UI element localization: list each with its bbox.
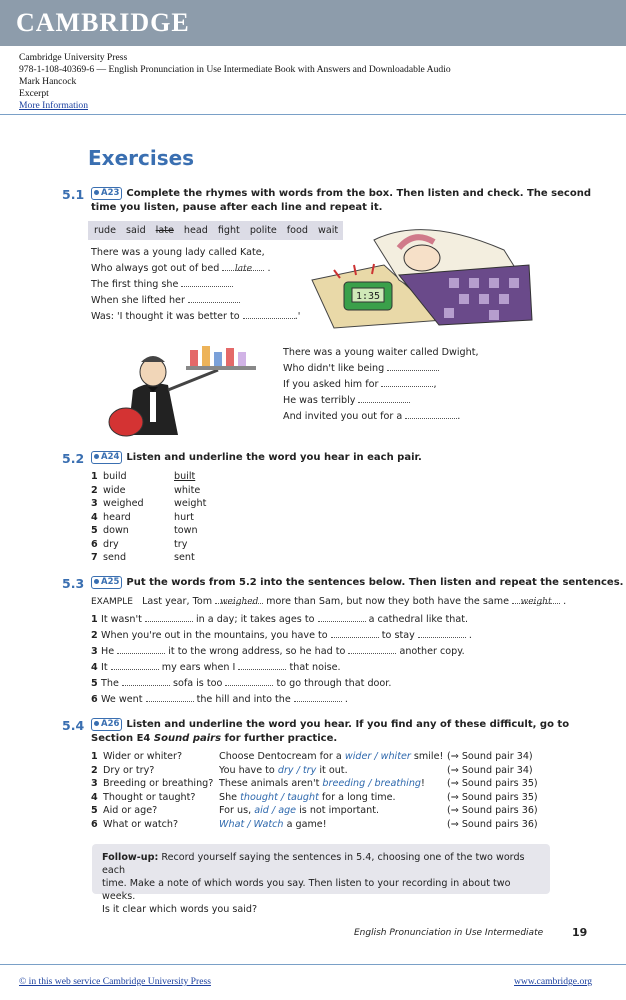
word-option[interactable]: build	[103, 471, 127, 482]
section-number: 5.4	[62, 718, 85, 733]
audio-track-badge[interactable]: A24	[91, 451, 122, 464]
sentence-line: 1 It wasn't in a day; it takes ages to a cathedral like that.	[91, 614, 469, 625]
word-pairs-list	[91, 470, 291, 570]
website-link[interactable]: www.cambridge.org	[514, 976, 593, 987]
list-item: 3 weighed weight	[91, 498, 207, 509]
footer-divider	[0, 964, 626, 965]
example-line: EXAMPLE Last year, Tom weighed more than Sam, but now they both have the same weight .	[91, 596, 567, 607]
table-row: 3 Breeding or breathing? These animals aren't breeding / breathing! (⇒ Sound pairs 35)	[91, 778, 538, 789]
word-choice[interactable]: dry / try	[277, 764, 317, 776]
header-divider	[0, 114, 626, 115]
word-box: rude said late head fight polite food wait	[88, 221, 343, 240]
word-choice[interactable]: thought / taught	[240, 791, 319, 803]
publisher: Cambridge University Press	[19, 52, 128, 63]
instructions: A26 Listen and underline the word you hear. If you find any of these difficult, go to Section E4 Sound pairs for further practice.	[91, 719, 570, 744]
sentence-line: 5 The sofa is too to go through that door.	[91, 678, 392, 689]
word-option[interactable]: try	[174, 538, 188, 550]
word-option[interactable]: weighed	[103, 498, 144, 509]
answer-blank[interactable]	[225, 677, 273, 686]
sound-pair-reference[interactable]: (⇒ Sound pair 34)	[447, 751, 533, 762]
list-item: 4 heard hurt	[91, 511, 194, 523]
word-option[interactable]: weight	[174, 498, 207, 509]
rhyme-line: Who always got out of bed late .	[91, 263, 271, 274]
list-item: 6 dry try	[91, 538, 188, 550]
list-item: 2 wide white	[91, 484, 201, 496]
rhyme-line: He was terribly	[283, 394, 410, 407]
answer-blank[interactable]	[318, 613, 366, 622]
word-option[interactable]: down	[103, 525, 129, 536]
sound-pair-reference[interactable]: (⇒ Sound pairs 35)	[447, 778, 538, 789]
list-item: 7 send sent	[91, 552, 195, 563]
sound-pair-reference[interactable]: (⇒ Sound pairs 35)	[447, 791, 538, 803]
word-option[interactable]: heard	[103, 511, 131, 523]
section-number: 5.3	[62, 576, 85, 591]
instructions: A25 Put the words from 5.2 into the sentences below. Then listen and repeat the sentences.	[91, 576, 623, 590]
page-title: Exercises	[88, 146, 195, 170]
sentence-line: 3 He it to the wrong address, so he had to another copy.	[91, 646, 465, 657]
answer-blank[interactable]	[418, 629, 466, 638]
sentence-table	[91, 750, 561, 834]
rhyme-line: Was: 'I thought it was better to .'	[91, 311, 301, 322]
more-information-link[interactable]: More Information	[19, 100, 89, 111]
answer-blank[interactable]	[122, 677, 170, 686]
sentence-line: 4 It my ears when I that noise.	[91, 662, 341, 673]
list-item: 5 down town	[91, 525, 198, 536]
book-title-footer: English Pronunciation in Use Intermediate	[354, 928, 544, 938]
sound-pair-reference[interactable]: (⇒ Sound pairs 36)	[447, 805, 538, 816]
audio-track-badge[interactable]: A25	[91, 576, 122, 589]
rhyme-line: There was a young waiter called Dwight,	[283, 347, 479, 358]
waiter-illustration	[108, 340, 258, 440]
table-row: 6 What or watch? What / Watch a game! (⇒ Sound pairs 36)	[91, 818, 538, 830]
word-option[interactable]: town	[174, 525, 198, 536]
word-option[interactable]: wide	[103, 484, 126, 496]
sentence-line: 2 When you're out in the mountains, you have to to stay .	[91, 630, 472, 641]
word-option[interactable]: sent	[174, 552, 195, 563]
word-option[interactable]: hurt	[174, 511, 194, 523]
word-choice[interactable]: What / Watch	[219, 818, 284, 830]
rhyme-line: When she lifted her	[91, 294, 240, 307]
table-row: 4 Thought or taught? She thought / taught for a long time. (⇒ Sound pairs 35)	[91, 791, 538, 803]
word-option[interactable]: send	[103, 552, 127, 563]
table-row: 2 Dry or try? You have to dry / try it out. (⇒ Sound pair 34)	[91, 764, 533, 776]
sound-pair-reference[interactable]: (⇒ Sound pairs 36)	[447, 818, 538, 830]
rhyme-line: If you asked him for ,	[283, 379, 437, 390]
rhyme-line: And invited you out for a .	[283, 411, 461, 422]
sleeping-lady-illustration	[304, 220, 534, 330]
audio-track-badge[interactable]: A26	[91, 718, 122, 731]
sound-pair-reference[interactable]: (⇒ Sound pair 34)	[447, 764, 533, 776]
answer-blank[interactable]	[348, 645, 396, 654]
word-choice[interactable]: wider / whiter	[344, 751, 411, 762]
section-number: 5.2	[62, 451, 85, 466]
word-choice[interactable]: breeding / breathing	[322, 778, 422, 789]
word-option[interactable]: dry	[103, 538, 119, 550]
copyright-link[interactable]: © in this web service Cambridge University Press	[19, 976, 211, 987]
section-number: 5.1	[62, 187, 85, 202]
sentence-line: 6 We went the hill and into the .	[91, 694, 348, 705]
answer-blank[interactable]	[331, 629, 379, 638]
instructions: A23 Complete the rhymes with words from the box. Then listen and check. The second time you listen, pause after each line and repeat it.	[91, 188, 591, 213]
list-item: 1 build built	[91, 471, 196, 482]
excerpt-label: Excerpt	[19, 88, 49, 99]
answer-blank[interactable]	[294, 693, 342, 702]
table-row: 5 Aid or age? For us, aid / age is not important. (⇒ Sound pairs 36)	[91, 805, 538, 816]
isbn-line: 978-1-108-40369-6 — English Pronunciation in Use Intermediate Book with Answers and Downloadable Audio	[19, 64, 451, 75]
word-option[interactable]: built	[174, 471, 196, 482]
rhyme-line: Who didn't like being	[283, 362, 439, 375]
answer-blank[interactable]	[146, 693, 194, 702]
rhyme-line: The first thing she	[91, 278, 233, 291]
page-number: 19	[572, 926, 588, 939]
answer-blank[interactable]	[117, 645, 165, 654]
author: Mark Hancock	[19, 76, 77, 87]
answer-blank[interactable]	[145, 613, 193, 622]
answer-blank[interactable]	[238, 661, 286, 670]
word-choice[interactable]: aid / age	[254, 805, 297, 816]
sentence-list	[91, 613, 551, 713]
answer-blank[interactable]	[111, 661, 159, 670]
cambridge-logo: CAMBRIDGE	[16, 8, 190, 37]
instructions: A24 Listen and underline the word you hear in each pair.	[91, 451, 422, 465]
rhyme-line: There was a young lady called Kate,	[91, 247, 265, 258]
table-row: 1 Wider or whiter? Choose Dentocream for a wider / whiter smile! (⇒ Sound pair 34)	[91, 751, 533, 762]
audio-track-badge[interactable]: A23	[91, 187, 122, 200]
follow-up-box: Follow-up: Record yourself saying the sentences in 5.4, choosing one of the two words each time. Make a note of which words you say. Then listen to your recording in about two weeks. Is it clear which words you said?	[92, 844, 550, 894]
clock-display: 1:35	[355, 291, 381, 302]
word-option[interactable]: white	[174, 484, 201, 496]
